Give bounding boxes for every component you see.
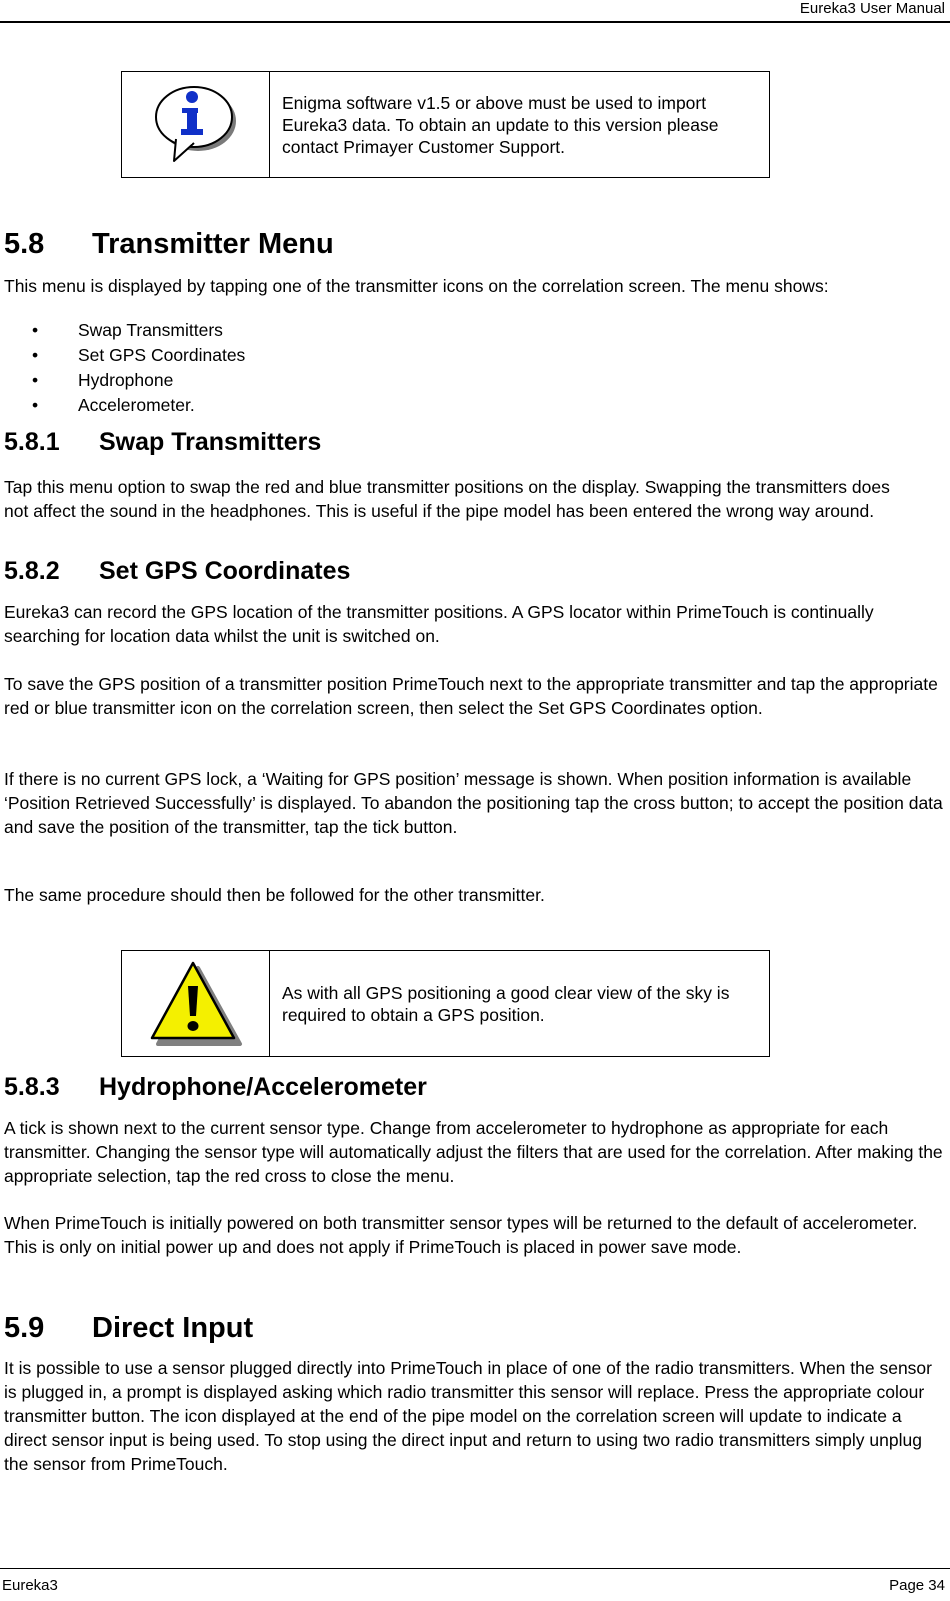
section-title: Set GPS Coordinates [99,557,351,585]
list-item: • Set GPS Coordinates [4,343,245,368]
section-title: Hydrophone/Accelerometer [99,1073,427,1101]
section-title: Direct Input [92,1312,254,1344]
section-5-8-2-paragraph-1: Eureka3 can record the GPS location of the transmitter positions. A GPS locator within PrimeTouch is continually searching for location data whilst the unit is switched on. [4,602,874,646]
section-5-8-2-paragraph-2: To save the GPS position of a transmitter position PrimeTouch next to the appropriate transmitter and tap the appropriate red or blue transmitter icon on the correlation screen, then select the Set GPS Coordinates option. [4,674,938,718]
section-5-8-3-paragraph-1: A tick is shown next to the current sensor type. Change from accelerometer to hydrophone as appropriate for each transmitter. Changing the sensor type will automatically adjust the filters that are used for the correlation. After making the appropriate selection, tap the red cross to close the menu. [4,1118,943,1186]
section-5-9-paragraph: It is possible to use a sensor plugged directly into PrimeTouch in place of one of the radio transmitters. When the sensor is plugged in, a prompt is displayed asking which radio transmitter this sensor will replace. Press the appropriate colour transmitter button. The icon displayed at the end of the pipe model on the correlation screen will update to indicate a direct sensor input is being used. To stop using the direct input and return to using two radio transmitters simply unplug the sensor from PrimeTouch. [4,1358,932,1474]
info-note-box [121,71,770,178]
section-5-8-2-paragraph-4: The same procedure should then be followed for the other transmitter. [4,885,545,905]
info-icon [150,79,242,171]
section-number: 5.8.2 [4,557,60,585]
list-item: • Hydrophone [4,368,245,393]
footer-divider [0,1568,950,1569]
section-title: Transmitter Menu [92,228,334,260]
section-5-8-2-paragraph-3: If there is no current GPS lock, a ‘Waiting for GPS position’ message is shown. When position information is available ‘Position Retrieved Successfully’ is displayed. To abandon the positioning tap the cross button; to accept the position data and save the position of the transmitter, tap the tick button. [4,769,943,837]
section-number: 5.8.3 [4,1073,60,1101]
header-divider [0,21,950,23]
footer-page-number: Page 34 [889,1577,945,1594]
section-title: Swap Transmitters [99,428,322,456]
section-5-8-3-paragraph-2: When PrimeTouch is initially powered on both transmitter sensor types will be returned to the default of accelerometer. This is only on initial power up and does not apply if PrimeTouch is placed in power save mode. [4,1213,918,1257]
section-5-8-1-heading [4,428,321,457]
info-note-text: Enigma software v1.5 or above must be used to import Eureka3 data. To obtain an update to this version please contact Primayer Customer Support. [282,92,719,157]
section-5-8-2-heading [4,557,350,586]
transmitter-menu-list [4,318,245,418]
section-5-8-1-paragraph: Tap this menu option to swap the red and blue transmitter positions on the display. Swapping the transmitters does not affect the sound in the headphones. This is useful if the pipe model has been entered the wrong way around. [4,477,890,521]
list-item: • Accelerometer. [4,393,245,418]
warning-note-box [121,950,770,1057]
page-header-title: Eureka3 User Manual [799,0,945,17]
section-5-9-heading [4,1312,253,1345]
section-5-8-intro: This menu is displayed by tapping one of the transmitter icons on the correlation screen. The menu shows: [4,276,829,296]
section-5-8-3-heading [4,1073,427,1102]
section-number: 5.8 [4,228,45,260]
section-5-8-heading [4,228,334,261]
section-number: 5.8.1 [4,428,60,456]
list-item: • Swap Transmitters [4,318,245,343]
footer-doc-name: Eureka3 [2,1577,58,1594]
section-number: 5.9 [4,1312,45,1344]
warning-icon [148,958,244,1050]
warning-note-text: As with all GPS positioning a good clear view of the sky is required to obtain a GPS position. [282,982,730,1025]
